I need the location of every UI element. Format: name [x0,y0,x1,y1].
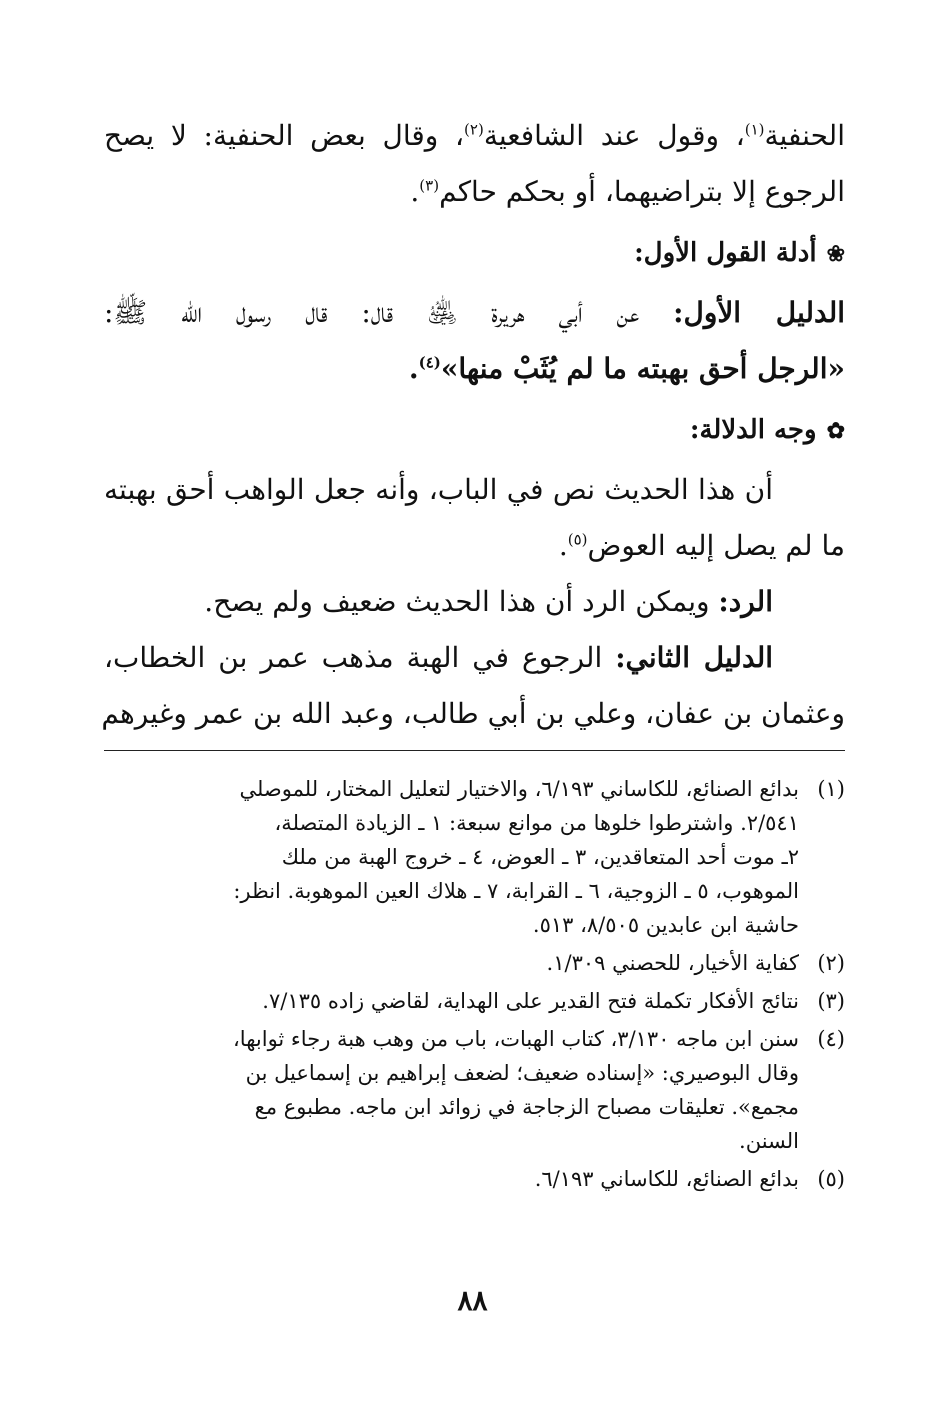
paragraph-line [101,686,845,742]
footnote-body [104,984,799,1018]
footnote-line: الموهوب، ٥ ـ الزوجية، ٦ ـ القرابة، ٧ ـ هلاك العين الموهوبة. انظر: [233,879,799,903]
footnote-body [104,1022,799,1158]
footnote-number: (٥) [817,1167,845,1191]
reply-label: الرد: [718,585,773,618]
footnote [104,946,845,980]
text-run: أن هذا الحديث نص في الباب، وأنه جعل الواهب أحق بهبته [104,473,773,506]
text-run: وعثمان بن عفان، وعلي بن أبي طالب، وعبد الله بن عمر وغيرهم [101,697,845,730]
paragraph-line [104,108,845,164]
footnote [104,1022,845,1158]
footnote-line: كفاية الأخيار، للحصني ١/٣٠٩. [546,951,799,975]
text-run: الرجوع في الهبة مذهب عمر بن الخطاب، [104,641,616,674]
footnote [104,772,845,942]
main-text [101,108,845,1191]
text-run: ، وقول عند الشافعية [483,119,745,152]
footnote-number: (١) [817,777,845,801]
footnote-line: وقال البوصيري: «إسناده ضعيف؛ لضعف إبراهيم بن إسماعيل بن [245,1061,799,1085]
ornament-icon: ❀ [826,241,845,267]
footnote-ref[interactable]: (١) [744,120,765,139]
paragraph-line [104,164,845,220]
footnote-ref[interactable]: (٤) [418,353,441,372]
heading-text: وجه الدلالة: [689,415,817,445]
footnotes [104,772,845,1200]
paragraph-line [104,462,845,518]
text-run: الرجوع إلا بتراضيهما، أو بحكم حاكم [439,175,845,208]
footnote-ref[interactable]: (٣) [419,176,440,195]
footnote-body [104,1162,799,1196]
text-run: . [408,352,419,385]
footnote-line: ٢/٥٤١. واشترطوا خلوها من موانع سبعة: ١ ـ الزيادة المتصلة، [274,811,799,835]
text-run: الحنفية [764,119,845,152]
section-heading [104,405,845,456]
text-run: عن أبي هريرة ﵁ قال: قال رسول الله ﷺ: [104,296,674,329]
heading-text: أدلة القول الأول: [634,238,817,268]
footnote-body [104,946,799,980]
footnote [104,1162,845,1196]
paragraph-line [104,574,845,630]
footnote-line: سنن ابن ماجه ٣/١٣٠، كتاب الهبات، باب من وهب هبة رجاء ثوابها، [233,1027,799,1051]
paragraph-line [104,630,845,686]
footnote-number: (٤) [817,1027,845,1051]
text-run: ويمكن الرد أن هذا الحديث ضعيف ولم يصح. [204,585,719,618]
footnote-line: حاشية ابن عابدين ٨/٥٠٥، ٥١٣. [532,913,799,937]
footnote-line: السنن. [739,1129,799,1153]
footnote-divider [104,750,845,751]
text-run: ما لم يصل إليه العوض [587,529,845,562]
footnote-line: بدائع الصنائع، للكاساني ٦/١٩٣، والاختيار لتعليل المختار، للموصلي [239,777,799,801]
footnote-line: ٢ـ موت أحد المتعاقدين، ٣ ـ العوض، ٤ ـ خروج الهبة من ملك [281,845,799,869]
text-run: ، وقال بعض الحنفية: لا يصح [104,119,465,152]
paragraph-line [104,518,845,574]
footnote-number: (٢) [817,951,845,975]
footnote-line: مجمع». تعليقات مصباح الزجاجة في زوائد ابن ماجه. مطبوع مع [254,1095,799,1119]
section-heading [104,228,845,279]
footnote [104,984,845,1018]
footnote-number: (٣) [817,989,845,1013]
footnote-ref[interactable]: (٢) [464,120,484,139]
flower-icon: ✿ [826,418,845,444]
hadith-text: «الرجل أحق بهبته ما لم يُثَبْ منها» [440,352,845,385]
text-run: . [410,175,420,208]
footnote-ref[interactable]: (٥) [567,530,588,549]
footnote-body [104,772,799,942]
evidence-label: الدليل الثاني: [615,641,773,674]
footnote-line: بدائع الصنائع، للكاساني ٦/١٩٣. [534,1167,799,1191]
paragraph-line [104,285,845,341]
text-run: . [558,529,568,562]
page-number: ٨٨ [457,1284,488,1317]
evidence-label: الدليل الأول: [673,296,845,329]
hadith-line [104,341,845,397]
footnote-line: نتائج الأفكار تكملة فتح القدير على الهداية، لقاضي زاده ٧/١٣٥. [262,989,799,1013]
